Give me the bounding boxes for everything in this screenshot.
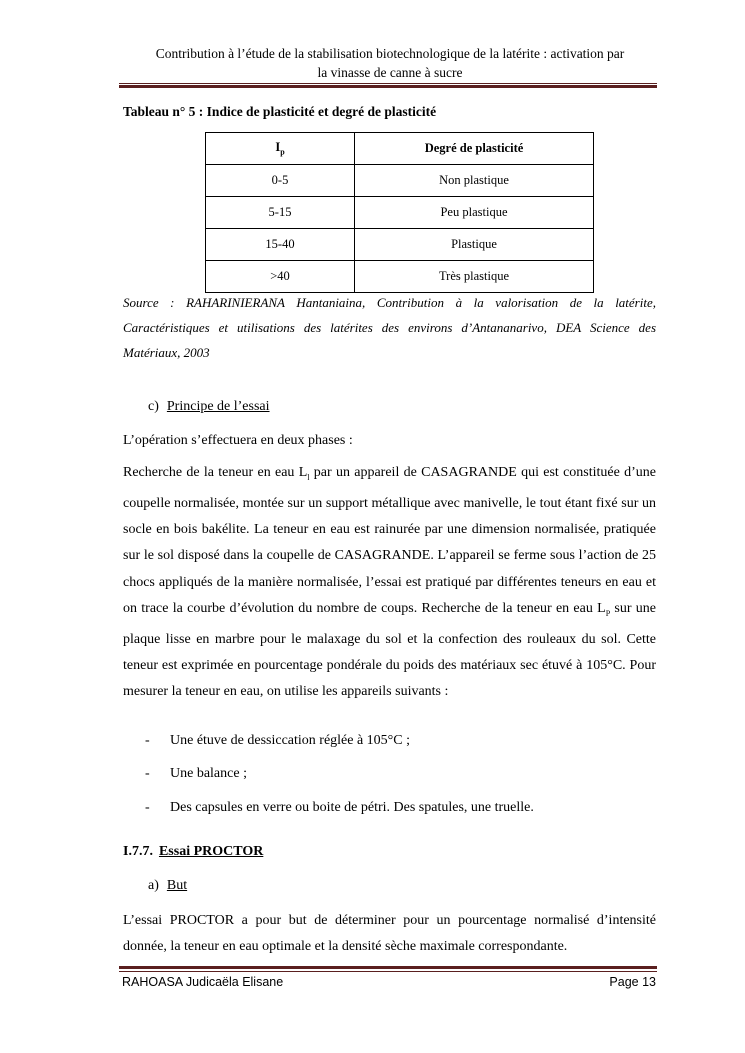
header-degree: Degré de plasticité [355,133,594,165]
source-separator: : [158,295,187,310]
cell-degree: Peu plastique [355,197,594,229]
header-line-2: la vinasse de canne à sucre [317,65,463,80]
page-header [122,44,658,82]
source-citation [123,290,656,365]
cell-ip: 5-15 [206,197,355,229]
list-item: - Une balance ; [145,766,247,781]
source-label: Source [123,295,159,310]
principe-letter: c) [148,399,159,414]
table-header-row [206,133,594,165]
plasticity-table [205,132,594,293]
table-row [206,197,594,229]
principe-title: Principe de l’essai [166,399,270,414]
principe-heading [148,399,270,415]
but-paragraph: L’essai PROCTOR a pour but de déterminer pour un pourcentage normalisé d’intensité donnée, la teneur en eau optimale et la densité sèche maximale correspondante. [123,913,656,955]
table-row [206,229,594,261]
but-heading [148,878,187,894]
section-title: Essai PROCTOR [158,844,264,859]
footer-rule-thin [119,971,657,972]
header-rule-thin [119,83,657,84]
list-item: - Une étuve de dessiccation réglée à 105°C ; [145,733,411,748]
cell-degree: Non plastique [355,165,594,197]
section-number: I.7.7. [123,844,153,859]
header-rule-thick [119,85,657,88]
cell-ip: >40 [206,261,355,293]
but-title: But [166,878,188,893]
footer-rule-thick [119,966,657,969]
list-item: - Des capsules en verre ou boite de pétri. Des spatules, une truelle. [145,800,534,815]
cell-ip: 0-5 [206,165,355,197]
section-heading [123,844,263,860]
header-ip: $I_p$ [206,133,355,165]
table-row [206,165,594,197]
main-paragraph: Recherche de la teneur en eau $L_l$ par un appareil de CASAGRANDE qui est constituée d’une coupelle normalisée, montée sur un support métallique avec manivelle, le tout étant fixé sur un socle en bois bakélite. La teneur en eau est rainurée par une dimension normalisée, pratiquée sur le sol disposé dans la coupelle de CASAGRANDE. L’appareil se ferme sous l’action de 25 chocs appliqués de la manière normalisée, l’essai est pratiqué par différentes teneurs en eau et on trace la courbe d’évolution du nombre de coups. Recherche de la teneur en eau $L_P$ sur une plaque lisse en marbre pour le malaxage du sol et la confection des rouleaux du sol. Cette teneur est exprimée en pourcentage pondérale du poids des matériaux sec étuvé à 105°C. Pour mesurer la teneur en eau, on utilise les appareils suivants : [123,465,657,700]
table-row [206,261,594,293]
table-caption: Tableau n° 5 : Indice de plasticité et degré de plasticité [123,104,437,119]
cell-degree: Plastique [355,229,594,261]
source-text: RAHARINIERANA Hantaniaina, Contribution à la valorisation de la latérite, Caractéristiques et utilisations des latérites des environs d’Antananarivo, DEA Science des Matériaux, 2003 [123,295,656,360]
cell-ip: 15-40 [206,229,355,261]
but-letter: a) [148,878,159,893]
header-line-1: Contribution à l’étude de la stabilisation biotechnologique de la latérite : activation par [155,46,625,61]
cell-degree: Très plastique [355,261,594,293]
footer-author: RAHOASA Judicaëla Elisane [122,975,284,989]
intro-text: L’opération s’effectuera en deux phases : [123,433,353,448]
footer-page-number: Page 13 [609,975,656,989]
